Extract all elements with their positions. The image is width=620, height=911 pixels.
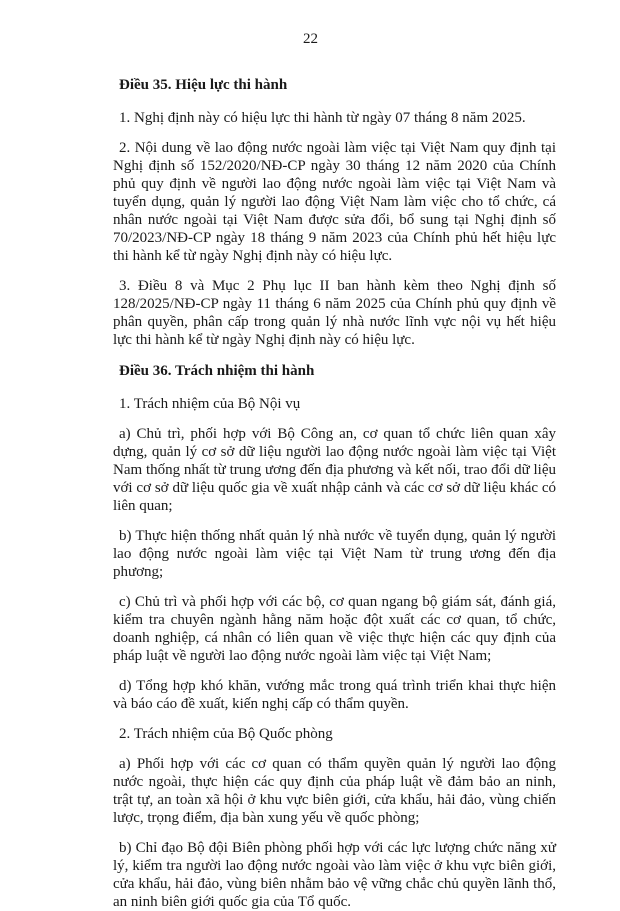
article-36-clause-1-b: b) Thực hiện thống nhất quản lý nhà nước về tuyển dụng, quản lý người lao động nước ngoài làm việc tại Việt Nam từ trung ương đến địa phương; — [113, 528, 556, 580]
article-36-clause-2-a: a) Phối hợp với các cơ quan có thẩm quyền quản lý người lao động nước ngoài, thực hiện các quy định của pháp luật về đảm bảo an ninh, trật tự, an toàn xã hội ở khu vực biên giới, cửa khẩu, hải đảo, vùng chiến lược, trọng điểm, địa bàn xung yếu về quốc phòng; — [113, 756, 556, 826]
article-36-clause-1-title: 1. Trách nhiệm của Bộ Nội vụ — [119, 396, 301, 412]
article-35-heading: Điều 35. Hiệu lực thi hành — [119, 77, 288, 93]
article-36-body — [113, 395, 556, 911]
article-36-clause-2-title: 2. Trách nhiệm của Bộ Quốc phòng — [119, 726, 333, 742]
article-36-clause-1-c: c) Chủ trì và phối hợp với các bộ, cơ quan ngang bộ giám sát, đánh giá, kiểm tra chuyên ngành hằng năm hoặc đột xuất các cơ quan, tổ chức, doanh nghiệp, cá nhân có liên quan về việc thực hiện các quy định của pháp luật về người lao động nước ngoài làm việc tại Việt Nam; — [113, 594, 556, 664]
article-35-paragraph-1: 1. Nghị định này có hiệu lực thi hành từ ngày 07 tháng 8 năm 2025. — [119, 110, 526, 126]
article-35-paragraph-3: 3. Điều 8 và Mục 2 Phụ lục II ban hành kèm theo Nghị định số 128/2025/NĐ-CP ngày 11 tháng 6 năm 2025 của Chính phủ quy định về phân quyền, phân cấp trong quản lý nhà nước lĩnh vực nội vụ hết hiệu lực thi hành kể từ ngày Nghị định này có hiệu lực. — [113, 278, 556, 348]
article-36-clause-2-b: b) Chỉ đạo Bộ đội Biên phòng phối hợp với các lực lượng chức năng xử lý, kiểm tra người lao động nước ngoài vào làm việc ở khu vực biên giới, cửa khẩu, hải đảo, vùng biên nhằm bảo vệ vững chắc chủ quyền lãnh thổ, an ninh biên giới quốc gia của Tổ quốc. — [113, 840, 556, 910]
article-35-paragraph-2: 2. Nội dung về lao động nước ngoài làm việc tại Việt Nam quy định tại Nghị định số 152/2020/NĐ-CP ngày 30 tháng 12 năm 2020 của Chính phủ quy định về người lao động nước ngoài làm việc tại Việt Nam và tuyển dụng, quản lý người lao động Việt Nam làm việc cho tổ chức, cá nhân nước ngoài tại Việt Nam được sửa đổi, bổ sung tại Nghị định số 70/2023/NĐ-CP ngày 18 tháng 9 năm 2023 của Chính phủ hết hiệu lực thi hành kể từ ngày Nghị định này có hiệu lực. — [113, 140, 556, 264]
article-36-heading: Điều 36. Trách nhiệm thi hành — [119, 363, 315, 379]
article-36-clause-1-d: d) Tổng hợp khó khăn, vướng mắc trong quá trình triển khai thực hiện và báo cáo đề xuất, kiến nghị cấp có thẩm quyền. — [113, 678, 556, 712]
article-35-body — [113, 109, 556, 349]
page-number: 22 — [303, 31, 318, 47]
article-36-clause-1-a: a) Chủ trì, phối hợp với Bộ Công an, cơ quan tổ chức liên quan xây dựng, quản lý cơ sở dữ liệu người lao động nước ngoài làm việc tại Việt Nam thống nhất từ trung ương đến địa phương và kết nối, trao đổi dữ liệu với cơ sở dữ liệu quốc gia về xuất nhập cảnh và các cơ sở dữ liệu khác có liên quan; — [113, 426, 556, 514]
